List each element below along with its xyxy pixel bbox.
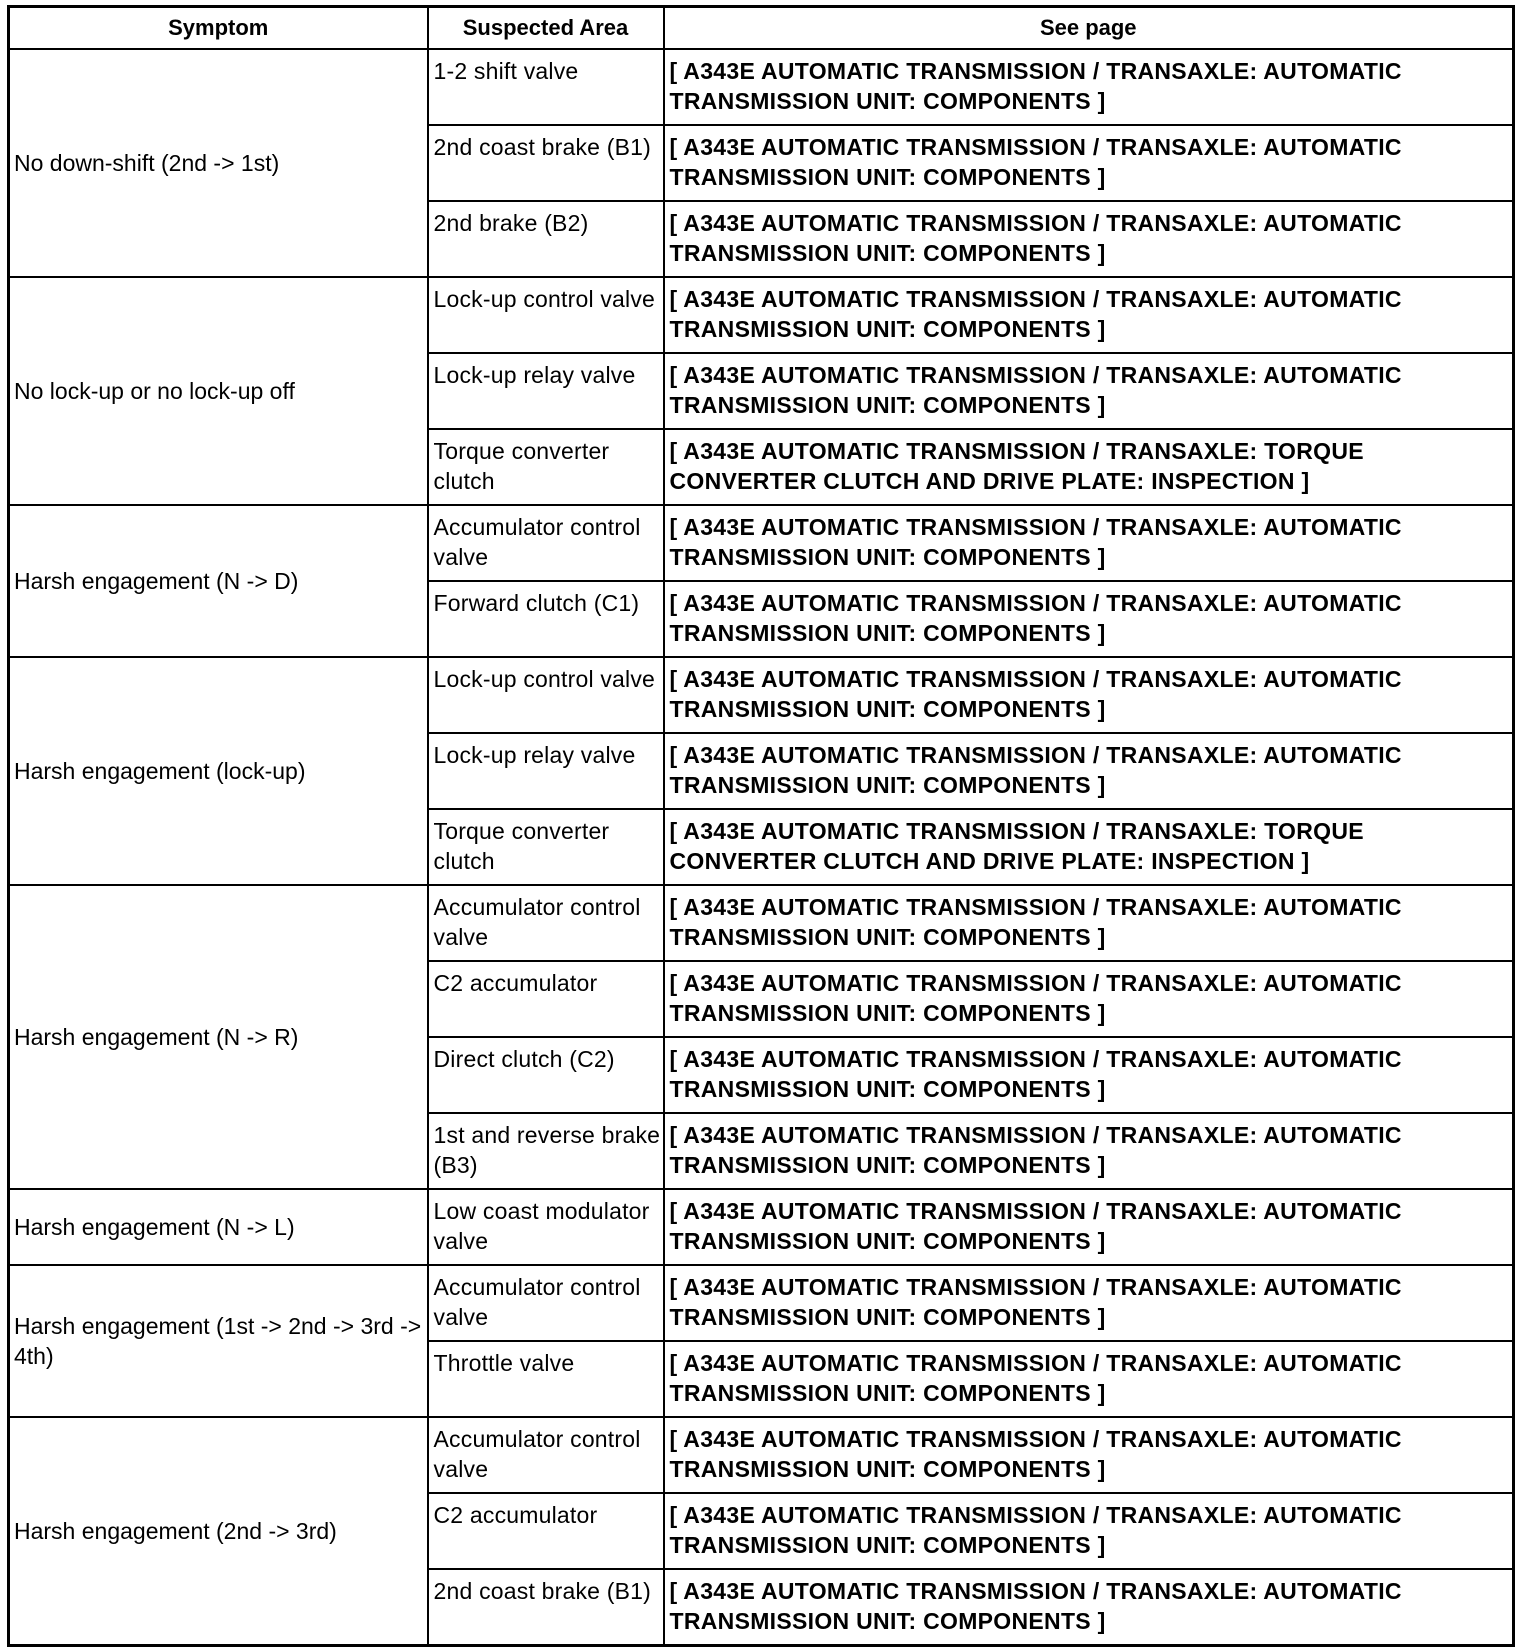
suspected-area-cell: Throttle valve — [428, 1341, 664, 1417]
table-row — [9, 885, 1514, 961]
suspected-area-cell: Lock-up control valve — [428, 277, 664, 353]
see-page-link[interactable]: [ A343E AUTOMATIC TRANSMISSION / TRANSAXLE: AUTOMATIC TRANSMISSION UNIT: COMPONENTS ] — [664, 1417, 1514, 1493]
troubleshooting-table — [7, 5, 1515, 1647]
see-page-link[interactable]: [ A343E AUTOMATIC TRANSMISSION / TRANSAXLE: AUTOMATIC TRANSMISSION UNIT: COMPONENTS ] — [664, 1113, 1514, 1189]
see-page-link[interactable]: [ A343E AUTOMATIC TRANSMISSION / TRANSAXLE: AUTOMATIC TRANSMISSION UNIT: COMPONENTS ] — [664, 1569, 1514, 1646]
header-suspected-area: Suspected Area — [428, 7, 664, 50]
suspected-area-cell: Torque converter clutch — [428, 429, 664, 505]
see-page-link[interactable]: [ A343E AUTOMATIC TRANSMISSION / TRANSAXLE: AUTOMATIC TRANSMISSION UNIT: COMPONENTS ] — [664, 125, 1514, 201]
see-page-link[interactable]: [ A343E AUTOMATIC TRANSMISSION / TRANSAXLE: AUTOMATIC TRANSMISSION UNIT: COMPONENTS ] — [664, 581, 1514, 657]
document-page — [7, 5, 1512, 1647]
suspected-area-cell: Accumulator control valve — [428, 1417, 664, 1493]
see-page-link[interactable]: [ A343E AUTOMATIC TRANSMISSION / TRANSAXLE: AUTOMATIC TRANSMISSION UNIT: COMPONENTS ] — [664, 201, 1514, 277]
suspected-area-cell: 1-2 shift valve — [428, 49, 664, 125]
suspected-area-cell: 2nd coast brake (B1) — [428, 125, 664, 201]
see-page-link[interactable]: [ A343E AUTOMATIC TRANSMISSION / TRANSAXLE: AUTOMATIC TRANSMISSION UNIT: COMPONENTS ] — [664, 505, 1514, 581]
see-page-link[interactable]: [ A343E AUTOMATIC TRANSMISSION / TRANSAXLE: AUTOMATIC TRANSMISSION UNIT: COMPONENTS ] — [664, 353, 1514, 429]
suspected-area-cell: Direct clutch (C2) — [428, 1037, 664, 1113]
symptom-cell: Harsh engagement (N -> D) — [9, 505, 428, 657]
see-page-link[interactable]: [ A343E AUTOMATIC TRANSMISSION / TRANSAXLE: TORQUE CONVERTER CLUTCH AND DRIVE PLATE: INSPECTION ] — [664, 429, 1514, 505]
suspected-area-cell: 1st and reverse brake (B3) — [428, 1113, 664, 1189]
see-page-link[interactable]: [ A343E AUTOMATIC TRANSMISSION / TRANSAXLE: TORQUE CONVERTER CLUTCH AND DRIVE PLATE: INSPECTION ] — [664, 809, 1514, 885]
table-body — [9, 49, 1514, 1646]
symptom-cell: Harsh engagement (lock-up) — [9, 657, 428, 885]
table-row — [9, 1265, 1514, 1341]
suspected-area-cell: 2nd coast brake (B1) — [428, 1569, 664, 1646]
table-header-row — [9, 7, 1514, 50]
suspected-area-cell: C2 accumulator — [428, 961, 664, 1037]
table-row — [9, 49, 1514, 125]
table-row — [9, 1417, 1514, 1493]
table-row — [9, 657, 1514, 733]
suspected-area-cell: Lock-up relay valve — [428, 353, 664, 429]
suspected-area-cell: Lock-up relay valve — [428, 733, 664, 809]
see-page-link[interactable]: [ A343E AUTOMATIC TRANSMISSION / TRANSAXLE: AUTOMATIC TRANSMISSION UNIT: COMPONENTS ] — [664, 961, 1514, 1037]
see-page-link[interactable]: [ A343E AUTOMATIC TRANSMISSION / TRANSAXLE: AUTOMATIC TRANSMISSION UNIT: COMPONENTS ] — [664, 1189, 1514, 1265]
see-page-link[interactable]: [ A343E AUTOMATIC TRANSMISSION / TRANSAXLE: AUTOMATIC TRANSMISSION UNIT: COMPONENTS ] — [664, 1493, 1514, 1569]
symptom-cell: Harsh engagement (2nd -> 3rd) — [9, 1417, 428, 1646]
symptom-cell: Harsh engagement (1st -> 2nd -> 3rd -> 4th) — [9, 1265, 428, 1417]
symptom-cell: No down-shift (2nd -> 1st) — [9, 49, 428, 277]
header-symptom: Symptom — [9, 7, 428, 50]
suspected-area-cell: Accumulator control valve — [428, 885, 664, 961]
suspected-area-cell: C2 accumulator — [428, 1493, 664, 1569]
see-page-link[interactable]: [ A343E AUTOMATIC TRANSMISSION / TRANSAXLE: AUTOMATIC TRANSMISSION UNIT: COMPONENTS ] — [664, 657, 1514, 733]
symptom-cell: Harsh engagement (N -> L) — [9, 1189, 428, 1265]
suspected-area-cell: Low coast modulator valve — [428, 1189, 664, 1265]
suspected-area-cell: 2nd brake (B2) — [428, 201, 664, 277]
see-page-link[interactable]: [ A343E AUTOMATIC TRANSMISSION / TRANSAXLE: AUTOMATIC TRANSMISSION UNIT: COMPONENTS ] — [664, 49, 1514, 125]
suspected-area-cell: Torque converter clutch — [428, 809, 664, 885]
suspected-area-cell: Forward clutch (C1) — [428, 581, 664, 657]
see-page-link[interactable]: [ A343E AUTOMATIC TRANSMISSION / TRANSAXLE: AUTOMATIC TRANSMISSION UNIT: COMPONENTS ] — [664, 1341, 1514, 1417]
see-page-link[interactable]: [ A343E AUTOMATIC TRANSMISSION / TRANSAXLE: AUTOMATIC TRANSMISSION UNIT: COMPONENTS ] — [664, 1037, 1514, 1113]
header-see-page: See page — [664, 7, 1514, 50]
see-page-link[interactable]: [ A343E AUTOMATIC TRANSMISSION / TRANSAXLE: AUTOMATIC TRANSMISSION UNIT: COMPONENTS ] — [664, 277, 1514, 353]
see-page-link[interactable]: [ A343E AUTOMATIC TRANSMISSION / TRANSAXLE: AUTOMATIC TRANSMISSION UNIT: COMPONENTS ] — [664, 1265, 1514, 1341]
symptom-cell: No lock-up or no lock-up off — [9, 277, 428, 505]
see-page-link[interactable]: [ A343E AUTOMATIC TRANSMISSION / TRANSAXLE: AUTOMATIC TRANSMISSION UNIT: COMPONENTS ] — [664, 733, 1514, 809]
table-row — [9, 277, 1514, 353]
see-page-link[interactable]: [ A343E AUTOMATIC TRANSMISSION / TRANSAXLE: AUTOMATIC TRANSMISSION UNIT: COMPONENTS ] — [664, 885, 1514, 961]
table-row — [9, 505, 1514, 581]
suspected-area-cell: Lock-up control valve — [428, 657, 664, 733]
table-row — [9, 1189, 1514, 1265]
symptom-cell: Harsh engagement (N -> R) — [9, 885, 428, 1189]
suspected-area-cell: Accumulator control valve — [428, 1265, 664, 1341]
suspected-area-cell: Accumulator control valve — [428, 505, 664, 581]
